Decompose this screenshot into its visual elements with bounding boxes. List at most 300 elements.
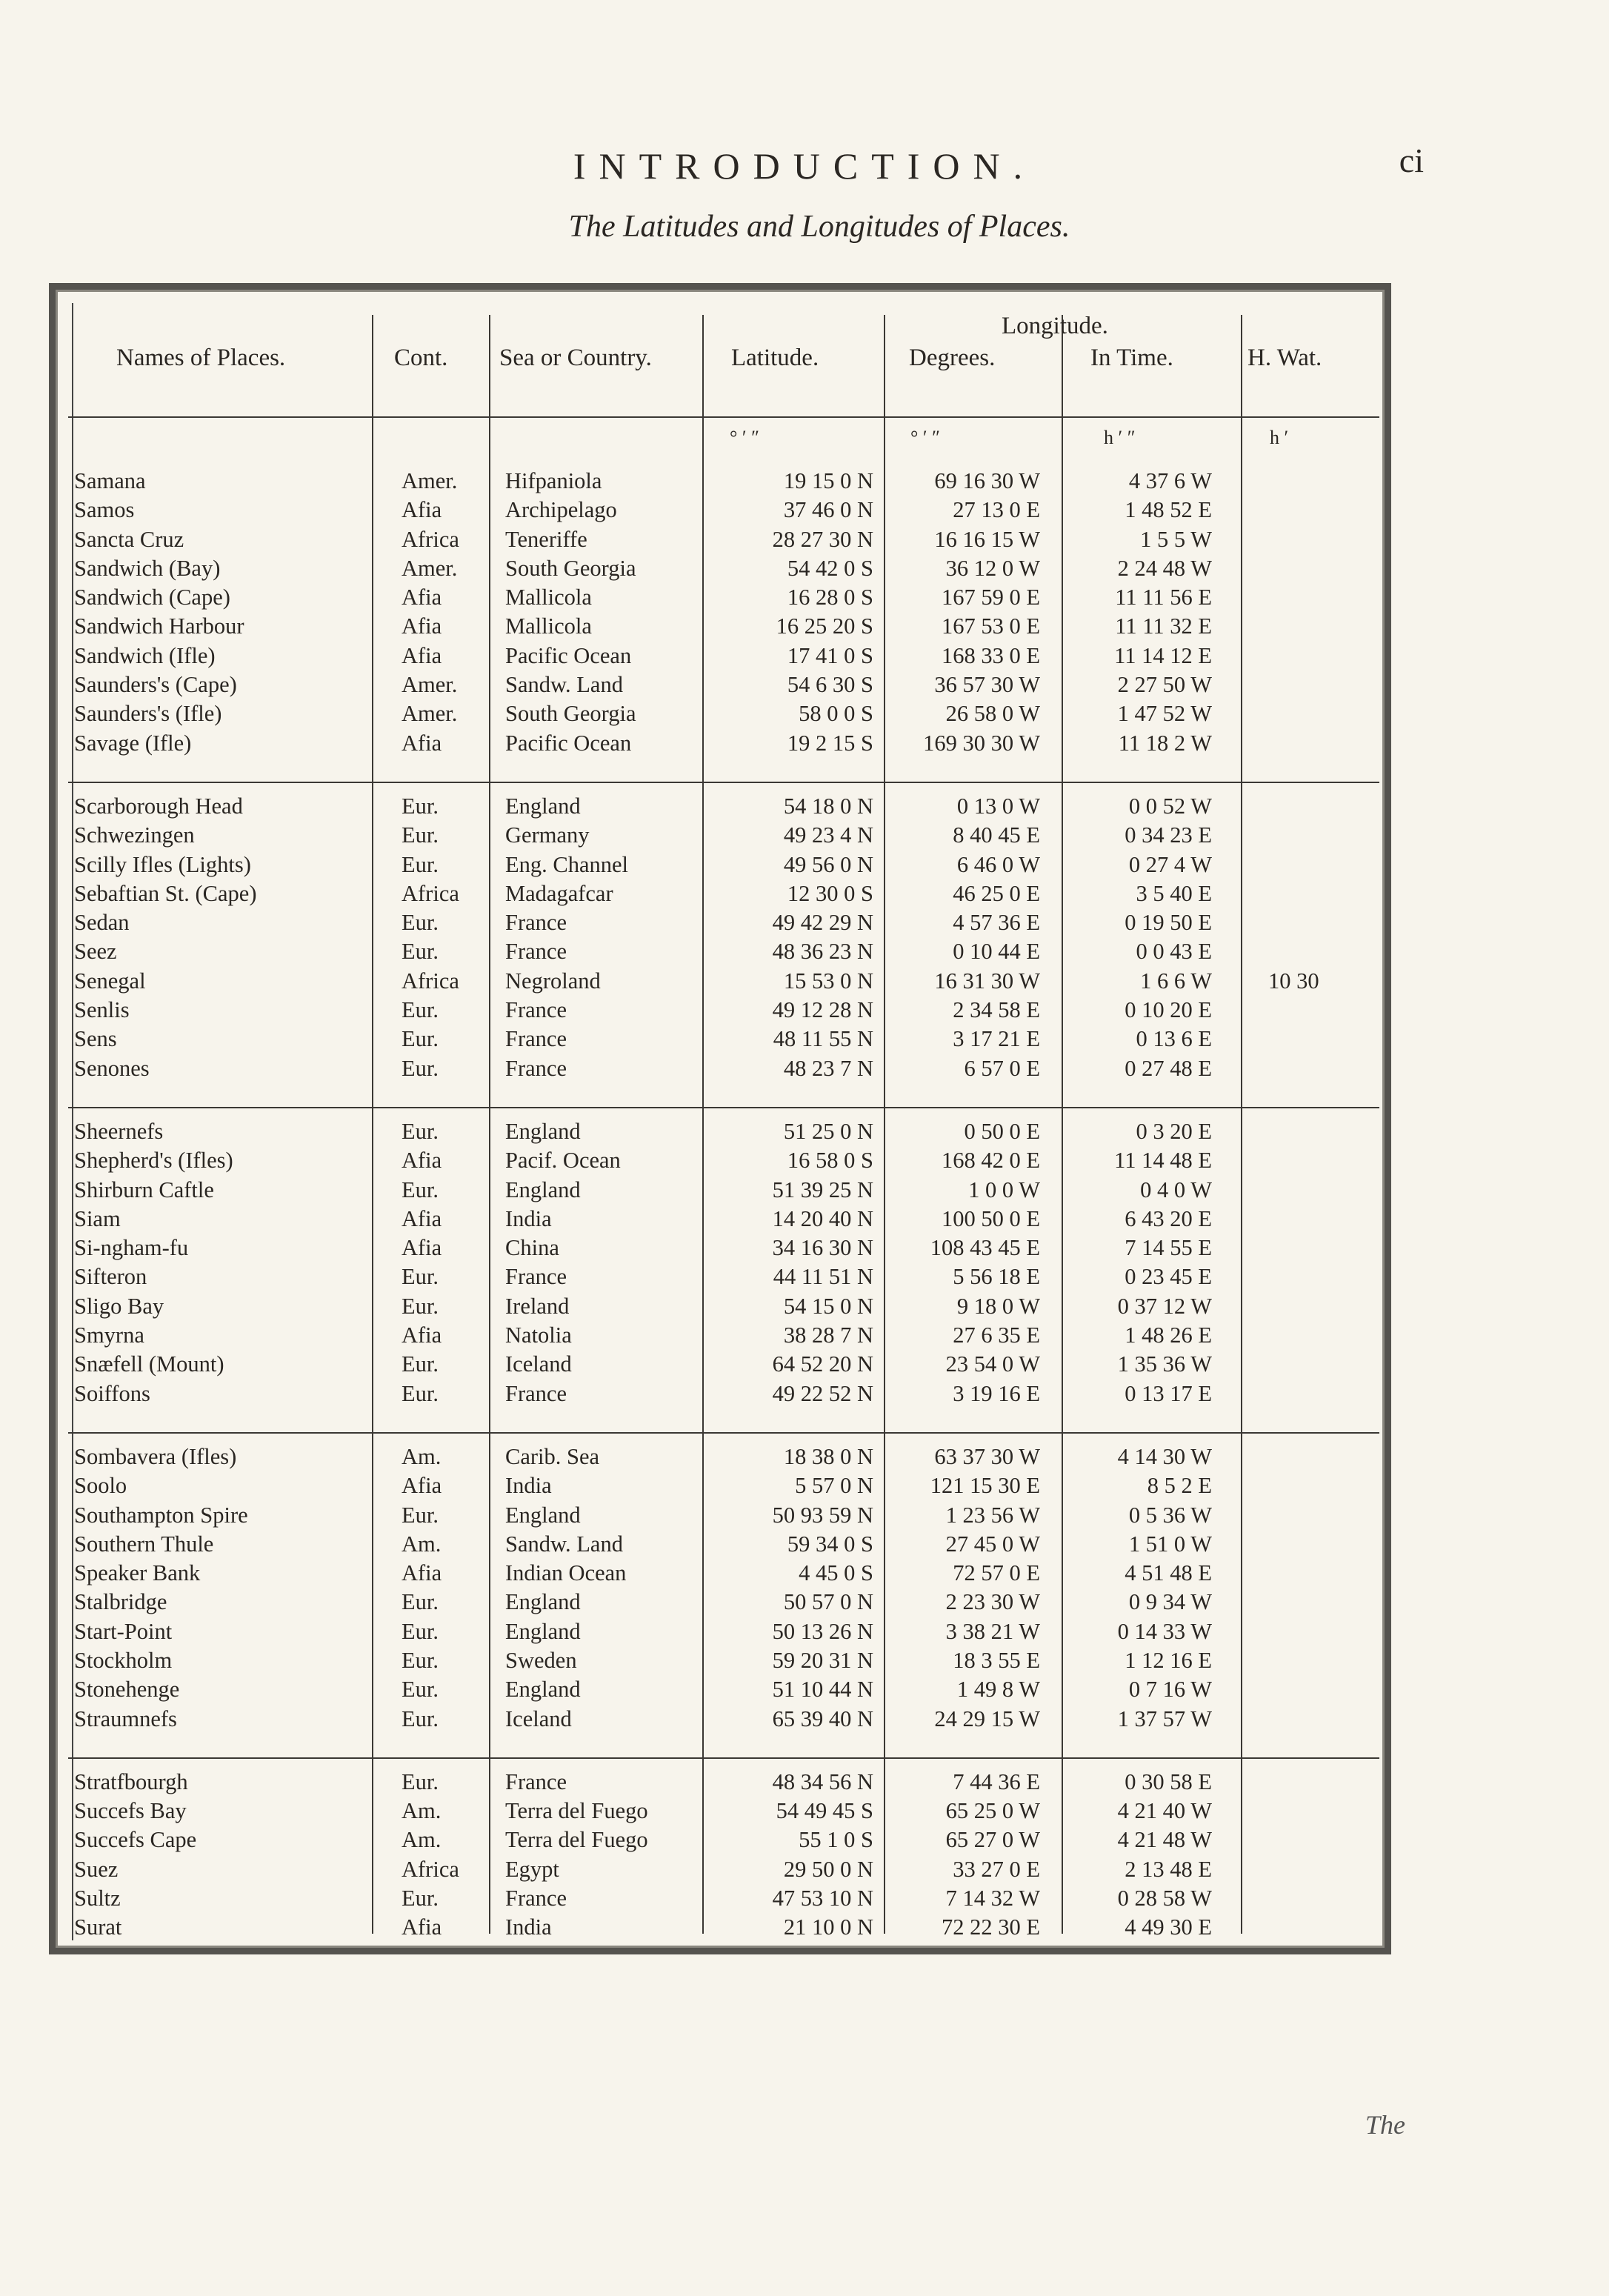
place-name-cell: Schwezingen <box>74 822 195 848</box>
place-name-cell: Smyrna <box>74 1322 144 1348</box>
places-table <box>68 304 1379 1966</box>
latitude-cell: 50 93 59 N <box>772 1502 873 1528</box>
longitude-degrees-cell: 167 59 0 E <box>941 585 1040 610</box>
sea-or-country-cell: China <box>505 1235 559 1261</box>
table-row <box>68 1798 1379 1827</box>
table-row <box>68 527 1379 556</box>
table-row <box>68 1119 1379 1148</box>
longitude-degrees-cell: 0 13 0 W <box>956 793 1040 819</box>
table-row <box>68 1886 1379 1914</box>
place-name-cell: Stonehenge <box>74 1677 180 1703</box>
place-name-cell: Sombavera (Ifles) <box>74 1443 237 1469</box>
latitude-cell: 18 38 0 N <box>783 1443 873 1469</box>
longitude-time-cell: 0 27 4 W <box>1128 851 1212 877</box>
longitude-degrees-cell: 36 12 0 W <box>945 555 1040 581</box>
latitude-cell: 64 52 20 N <box>772 1351 873 1377</box>
longitude-time-cell: 4 21 48 W <box>1117 1827 1212 1853</box>
longitude-time-cell: 1 51 0 W <box>1128 1531 1212 1557</box>
place-name-cell: Stockholm <box>74 1647 173 1673</box>
longitude-time-cell: 0 0 43 E <box>1136 939 1212 965</box>
table-row <box>68 822 1379 851</box>
latitude-cell: 51 25 0 N <box>783 1118 873 1144</box>
continent-cell: Eur. <box>402 1589 439 1615</box>
longitude-degrees-cell: 168 33 0 E <box>941 642 1040 668</box>
latitude-cell: 16 58 0 S <box>787 1148 873 1174</box>
place-name-cell: Straumnefs <box>74 1706 177 1731</box>
place-name-cell: Speaker Bank <box>74 1560 201 1586</box>
longitude-degrees-cell: 108 43 45 E <box>930 1235 1040 1261</box>
sea-or-country-cell: France <box>505 1380 567 1406</box>
header-latitude: Latitude. <box>731 345 819 371</box>
longitude-degrees-cell: 6 57 0 E <box>964 1055 1040 1081</box>
continent-cell: Eur. <box>402 851 439 877</box>
longitude-degrees-cell: 8 40 45 E <box>953 822 1040 848</box>
longitude-time-cell: 7 14 55 E <box>1125 1235 1212 1261</box>
table-row <box>68 1560 1379 1589</box>
longitude-degrees-cell: 9 18 0 W <box>956 1293 1040 1319</box>
latitude-cell: 51 10 44 N <box>772 1677 873 1703</box>
table-row <box>68 1589 1379 1618</box>
longitude-time-cell: 1 48 26 E <box>1125 1322 1212 1348</box>
latitude-cell: 59 20 31 N <box>772 1647 873 1673</box>
sea-or-country-cell: Archipelago <box>505 497 617 523</box>
table-row <box>68 852 1379 881</box>
table-row <box>68 468 1379 497</box>
place-name-cell: Shepherd's (Ifles) <box>74 1148 233 1174</box>
place-name-cell: Sheernefs <box>74 1118 164 1144</box>
table-header <box>68 304 1379 416</box>
sea-or-country-cell: Sandw. Land <box>505 672 623 698</box>
continent-cell: Afia <box>402 613 442 639</box>
longitude-time-cell: 0 5 36 W <box>1128 1502 1212 1528</box>
continent-cell: Eur. <box>402 997 439 1023</box>
continent-cell: Afia <box>402 1148 442 1174</box>
table-row <box>68 613 1379 642</box>
continent-cell: Eur. <box>402 822 439 848</box>
sea-or-country-cell: Madagafcar <box>505 880 613 906</box>
latitude-cell: 49 22 52 N <box>772 1380 873 1406</box>
sea-or-country-cell: Egypt <box>505 1856 559 1882</box>
longitude-time-cell: 0 28 58 W <box>1117 1886 1212 1911</box>
continent-cell: Eur. <box>402 1026 439 1052</box>
continent-cell: Afia <box>402 585 442 610</box>
longitude-time-cell: 0 0 52 W <box>1128 793 1212 819</box>
longitude-time-cell: 0 34 23 E <box>1125 822 1212 848</box>
page-title: INTRODUCTION. <box>573 145 1036 187</box>
place-name-cell: Saunders's (Ifle) <box>74 701 222 727</box>
longitude-time-cell: 1 47 52 W <box>1117 701 1212 727</box>
latitude-cell: 55 1 0 S <box>799 1827 873 1853</box>
place-name-cell: Shirburn Caftle <box>74 1177 214 1202</box>
sea-or-country-cell: France <box>505 910 567 936</box>
longitude-time-cell: 1 35 36 W <box>1117 1351 1212 1377</box>
longitude-degrees-cell: 16 31 30 W <box>934 968 1040 994</box>
sea-or-country-cell: England <box>505 1677 581 1703</box>
sea-or-country-cell: Iceland <box>505 1706 572 1731</box>
longitude-degrees-cell: 3 17 21 E <box>953 1026 1040 1052</box>
table-row <box>68 1914 1379 1943</box>
table-row <box>68 793 1379 822</box>
continent-cell: Eur. <box>402 1618 439 1644</box>
continent-cell: Afia <box>402 730 442 756</box>
table-row <box>68 939 1379 968</box>
latitude-cell: 19 2 15 S <box>787 730 873 756</box>
header-degrees: Degrees. <box>909 345 996 371</box>
longitude-degrees-cell: 3 19 16 E <box>953 1380 1040 1406</box>
table-row <box>68 1677 1379 1706</box>
place-name-cell: Succefs Cape <box>74 1827 197 1853</box>
longitude-time-cell: 0 19 50 E <box>1125 910 1212 936</box>
longitude-time-cell: 0 37 12 W <box>1117 1293 1212 1319</box>
latitude-cell: 54 18 0 N <box>783 793 873 819</box>
latitude-cell: 29 50 0 N <box>783 1856 873 1882</box>
table-row <box>68 672 1379 701</box>
sea-or-country-cell: Hifpaniola <box>505 468 602 493</box>
longitude-time-cell: 11 14 12 E <box>1114 642 1212 668</box>
longitude-degrees-cell: 2 34 58 E <box>953 997 1040 1023</box>
longitude-degrees-cell: 7 14 32 W <box>945 1886 1040 1911</box>
continent-cell: Amer. <box>402 468 458 493</box>
lat-unit-marks: ° ′ ″ <box>730 427 759 448</box>
continent-cell: Am. <box>402 1827 442 1853</box>
place-name-cell: Samos <box>74 497 135 523</box>
longitude-degrees-cell: 27 13 0 E <box>953 497 1040 523</box>
longitude-degrees-cell: 169 30 30 W <box>923 730 1040 756</box>
longitude-degrees-cell: 3 38 21 W <box>945 1618 1040 1644</box>
table-row <box>68 1531 1379 1560</box>
place-name-cell: Samana <box>74 468 146 493</box>
place-name-cell: Sifteron <box>74 1264 147 1290</box>
continent-cell: Eur. <box>402 1380 439 1406</box>
sea-or-country-cell: South Georgia <box>505 701 636 727</box>
table-row <box>68 1381 1379 1410</box>
place-name-cell: Soiffons <box>74 1380 150 1406</box>
catchword: The <box>1365 2110 1405 2140</box>
latitude-cell: 58 0 0 S <box>799 701 873 727</box>
sea-or-country-cell: England <box>505 1118 581 1144</box>
table-row <box>68 1235 1379 1264</box>
longitude-time-cell: 4 37 6 W <box>1128 468 1212 493</box>
latitude-cell: 49 42 29 N <box>772 910 873 936</box>
place-name-cell: Sligo Bay <box>74 1293 164 1319</box>
longitude-degrees-cell: 33 27 0 E <box>953 1856 1040 1882</box>
continent-cell: Africa <box>402 526 459 552</box>
continent-cell: Amer. <box>402 672 458 698</box>
latitude-cell: 37 46 0 N <box>783 497 873 523</box>
sea-or-country-cell: Iceland <box>505 1351 572 1377</box>
sea-or-country-cell: India <box>505 1914 552 1940</box>
sea-or-country-cell: France <box>505 1886 567 1911</box>
table-row <box>68 1294 1379 1322</box>
table-subtitle: The Latitudes and Longitudes of Places. <box>568 210 1070 244</box>
latitude-cell: 15 53 0 N <box>783 968 873 994</box>
place-name-cell: Scarborough Head <box>74 793 243 819</box>
header-high-water: H. Wat. <box>1247 345 1322 371</box>
place-name-cell: Stratfbourgh <box>74 1768 188 1794</box>
longitude-time-cell: 4 14 30 W <box>1117 1443 1212 1469</box>
place-name-cell: Surat <box>74 1914 122 1940</box>
longitude-time-cell: 4 21 40 W <box>1117 1798 1212 1824</box>
longitude-degrees-cell: 24 29 15 W <box>934 1706 1040 1731</box>
sea-or-country-cell: England <box>505 1589 581 1615</box>
continent-cell: Afia <box>402 1914 442 1940</box>
longitude-degrees-cell: 65 25 0 W <box>945 1798 1040 1824</box>
longitude-degrees-cell: 5 56 18 E <box>953 1264 1040 1290</box>
place-name-cell: Sandwich (Ifle) <box>74 642 216 668</box>
table-row <box>68 968 1379 997</box>
longitude-degrees-cell: 16 16 15 W <box>934 526 1040 552</box>
longitude-time-cell: 0 30 58 E <box>1125 1768 1212 1794</box>
continent-cell: Am. <box>402 1798 442 1824</box>
deg-unit-marks: ° ′ ″ <box>910 427 940 448</box>
sea-or-country-cell: Natolia <box>505 1322 572 1348</box>
longitude-time-cell: 11 14 48 E <box>1114 1148 1212 1174</box>
sea-or-country-cell: England <box>505 793 581 819</box>
sea-or-country-cell: Carib. Sea <box>505 1443 600 1469</box>
longitude-degrees-cell: 2 23 30 W <box>945 1589 1040 1615</box>
place-name-cell: Soolo <box>74 1473 127 1499</box>
sea-or-country-cell: Germany <box>505 822 590 848</box>
table-row <box>68 1648 1379 1677</box>
longitude-degrees-cell: 1 23 56 W <box>945 1502 1040 1528</box>
header-sea: Sea or Country. <box>499 345 652 371</box>
longitude-time-cell: 1 37 57 W <box>1117 1706 1212 1731</box>
longitude-degrees-cell: 18 3 55 E <box>953 1647 1040 1673</box>
sea-or-country-cell: Teneriffe <box>505 526 587 552</box>
table-row <box>68 585 1379 613</box>
continent-cell: Afia <box>402 497 442 523</box>
sea-or-country-cell: France <box>505 1055 567 1081</box>
high-water-cell: 10 30 <box>1268 968 1319 994</box>
place-name-cell: Snæfell (Mount) <box>74 1351 224 1377</box>
longitude-degrees-cell: 0 10 44 E <box>953 939 1040 965</box>
continent-cell: Eur. <box>402 1177 439 1202</box>
latitude-cell: 19 15 0 N <box>783 468 873 493</box>
continent-cell: Eur. <box>402 910 439 936</box>
table-row <box>68 997 1379 1026</box>
table-row <box>68 1206 1379 1235</box>
latitude-cell: 17 41 0 S <box>787 642 873 668</box>
place-name-cell: Senlis <box>74 997 130 1023</box>
continent-cell: Eur. <box>402 1055 439 1081</box>
continent-cell: Eur. <box>402 1351 439 1377</box>
header-cont: Cont. <box>394 345 448 371</box>
longitude-time-cell: 0 13 6 E <box>1136 1026 1212 1052</box>
longitude-time-cell: 11 18 2 W <box>1118 730 1212 756</box>
sea-or-country-cell: France <box>505 1026 567 1052</box>
row-group <box>68 782 1379 1085</box>
longitude-time-cell: 11 11 56 E <box>1115 585 1212 610</box>
sea-or-country-cell: England <box>505 1177 581 1202</box>
longitude-degrees-cell: 72 22 30 E <box>941 1914 1040 1940</box>
continent-cell: Eur. <box>402 1886 439 1911</box>
longitude-time-cell: 1 5 5 W <box>1140 526 1212 552</box>
longitude-time-cell: 3 5 40 E <box>1136 880 1212 906</box>
sea-or-country-cell: Sandw. Land <box>505 1531 623 1557</box>
table-row <box>68 910 1379 939</box>
row-group <box>68 1107 1379 1410</box>
continent-cell: Africa <box>402 880 459 906</box>
sea-or-country-cell: Mallicola <box>505 585 592 610</box>
latitude-cell: 4 45 0 S <box>799 1560 873 1586</box>
continent-cell: Eur. <box>402 793 439 819</box>
place-name-cell: Scilly Ifles (Lights) <box>74 851 251 877</box>
place-name-cell: Start-Point <box>74 1618 173 1644</box>
longitude-time-cell: 4 49 30 E <box>1125 1914 1212 1940</box>
place-name-cell: Succefs Bay <box>74 1798 187 1824</box>
row-group <box>68 1432 1379 1735</box>
longitude-time-cell: 2 27 50 W <box>1117 672 1212 698</box>
longitude-time-cell: 0 9 34 W <box>1128 1589 1212 1615</box>
place-name-cell: Sandwich (Cape) <box>74 585 230 610</box>
sea-or-country-cell: Terra del Fuego <box>505 1798 648 1824</box>
place-name-cell: Saunders's (Cape) <box>74 672 237 698</box>
continent-cell: Afia <box>402 1322 442 1348</box>
latitude-cell: 48 11 55 N <box>773 1026 873 1052</box>
table-row <box>68 1264 1379 1293</box>
sea-or-country-cell: England <box>505 1618 581 1644</box>
place-name-cell: Sandwich (Bay) <box>74 555 221 581</box>
unit-marks-row <box>68 416 1379 458</box>
table-row <box>68 1056 1379 1085</box>
latitude-cell: 44 11 51 N <box>773 1264 873 1290</box>
table-row <box>68 1322 1379 1351</box>
continent-cell: Eur. <box>402 1264 439 1290</box>
row-group <box>68 1757 1379 1944</box>
latitude-cell: 49 23 4 N <box>783 822 873 848</box>
sea-or-country-cell: France <box>505 939 567 965</box>
longitude-degrees-cell: 0 50 0 E <box>964 1118 1040 1144</box>
sea-or-country-cell: France <box>505 1768 567 1794</box>
continent-cell: Eur. <box>402 1502 439 1528</box>
continent-cell: Afia <box>402 1205 442 1231</box>
table-row <box>68 1026 1379 1055</box>
sea-or-country-cell: England <box>505 1502 581 1528</box>
longitude-degrees-cell: 6 46 0 W <box>956 851 1040 877</box>
longitude-degrees-cell: 168 42 0 E <box>941 1148 1040 1174</box>
sea-or-country-cell: India <box>505 1473 552 1499</box>
table-row <box>68 1619 1379 1648</box>
continent-cell: Eur. <box>402 1706 439 1731</box>
table-row <box>68 1827 1379 1856</box>
latitude-cell: 21 10 0 N <box>783 1914 873 1940</box>
sea-or-country-cell: Negroland <box>505 968 601 994</box>
longitude-degrees-cell: 27 45 0 W <box>945 1531 1040 1557</box>
sea-or-country-cell: Pacif. Ocean <box>505 1148 621 1174</box>
table-row <box>68 643 1379 672</box>
longitude-degrees-cell: 121 15 30 E <box>930 1473 1040 1499</box>
continent-cell: Afia <box>402 1473 442 1499</box>
continent-cell: Eur. <box>402 1677 439 1703</box>
header-names: Names of Places. <box>116 345 286 371</box>
continent-cell: Afia <box>402 1560 442 1586</box>
table-row <box>68 881 1379 910</box>
place-name-cell: Southern Thule <box>74 1531 214 1557</box>
longitude-degrees-cell: 46 25 0 E <box>953 880 1040 906</box>
table-row <box>68 1351 1379 1380</box>
longitude-degrees-cell: 7 44 36 E <box>953 1768 1040 1794</box>
sea-or-country-cell: Mallicola <box>505 613 592 639</box>
latitude-cell: 65 39 40 N <box>772 1706 873 1731</box>
latitude-cell: 28 27 30 N <box>772 526 873 552</box>
continent-cell: Amer. <box>402 701 458 727</box>
continent-cell: Eur. <box>402 1293 439 1319</box>
table-row <box>68 497 1379 526</box>
header-longitude: Longitude. <box>1002 313 1108 339</box>
longitude-degrees-cell: 23 54 0 W <box>945 1351 1040 1377</box>
latitude-cell: 47 53 10 N <box>772 1886 873 1911</box>
longitude-degrees-cell: 100 50 0 E <box>941 1205 1040 1231</box>
longitude-time-cell: 0 10 20 E <box>1125 997 1212 1023</box>
latitude-cell: 5 57 0 N <box>795 1473 873 1499</box>
continent-cell: Am. <box>402 1531 442 1557</box>
longitude-time-cell: 2 13 48 E <box>1125 1856 1212 1882</box>
time-unit-marks: h ′ ″ <box>1104 427 1136 448</box>
table-row <box>68 731 1379 759</box>
table-body <box>68 458 1379 1944</box>
table-row <box>68 1857 1379 1886</box>
place-name-cell: Siam <box>74 1205 121 1231</box>
latitude-cell: 50 57 0 N <box>783 1589 873 1615</box>
page-number: ci <box>1399 142 1424 179</box>
longitude-degrees-cell: 1 49 8 W <box>956 1677 1040 1703</box>
continent-cell: Eur. <box>402 1768 439 1794</box>
longitude-degrees-cell: 4 57 36 E <box>953 910 1040 936</box>
longitude-degrees-cell: 65 27 0 W <box>945 1827 1040 1853</box>
longitude-time-cell: 1 48 52 E <box>1125 497 1212 523</box>
longitude-time-cell: 6 43 20 E <box>1125 1205 1212 1231</box>
latitude-cell: 16 28 0 S <box>787 585 873 610</box>
longitude-degrees-cell: 26 58 0 W <box>945 701 1040 727</box>
latitude-cell: 54 6 30 S <box>787 672 873 698</box>
place-name-cell: Sens <box>74 1026 117 1052</box>
longitude-degrees-cell: 36 57 30 W <box>934 672 1040 698</box>
longitude-degrees-cell: 63 37 30 W <box>934 1443 1040 1469</box>
latitude-cell: 51 39 25 N <box>772 1177 873 1202</box>
longitude-time-cell: 11 11 32 E <box>1115 613 1212 639</box>
continent-cell: Eur. <box>402 1118 439 1144</box>
latitude-cell: 14 20 40 N <box>772 1205 873 1231</box>
latitude-cell: 48 36 23 N <box>772 939 873 965</box>
longitude-time-cell: 4 51 48 E <box>1125 1560 1212 1586</box>
latitude-cell: 34 16 30 N <box>772 1235 873 1261</box>
sea-or-country-cell: Indian Ocean <box>505 1560 627 1586</box>
latitude-cell: 54 49 45 S <box>776 1798 873 1824</box>
latitude-cell: 59 34 0 S <box>787 1531 873 1557</box>
table-row <box>68 556 1379 585</box>
sea-or-country-cell: Sweden <box>505 1647 577 1673</box>
place-name-cell: Sedan <box>74 910 130 936</box>
latitude-cell: 54 42 0 S <box>787 555 873 581</box>
longitude-time-cell: 0 4 0 W <box>1140 1177 1212 1202</box>
sea-or-country-cell: Terra del Fuego <box>505 1827 648 1853</box>
latitude-cell: 38 28 7 N <box>783 1322 873 1348</box>
place-name-cell: Southampton Spire <box>74 1502 248 1528</box>
longitude-degrees-cell: 69 16 30 W <box>934 468 1040 493</box>
continent-cell: Afia <box>402 642 442 668</box>
continent-cell: Eur. <box>402 939 439 965</box>
latitude-cell: 48 34 56 N <box>772 1768 873 1794</box>
sea-or-country-cell: Eng. Channel <box>505 851 629 877</box>
continent-cell: Africa <box>402 1856 459 1882</box>
continent-cell: Afia <box>402 1235 442 1261</box>
continent-cell: Africa <box>402 968 459 994</box>
longitude-degrees-cell: 1 0 0 W <box>968 1177 1040 1202</box>
sea-or-country-cell: Ireland <box>505 1293 570 1319</box>
row-group <box>68 458 1379 759</box>
longitude-time-cell: 0 13 17 E <box>1125 1380 1212 1406</box>
latitude-cell: 16 25 20 S <box>776 613 873 639</box>
